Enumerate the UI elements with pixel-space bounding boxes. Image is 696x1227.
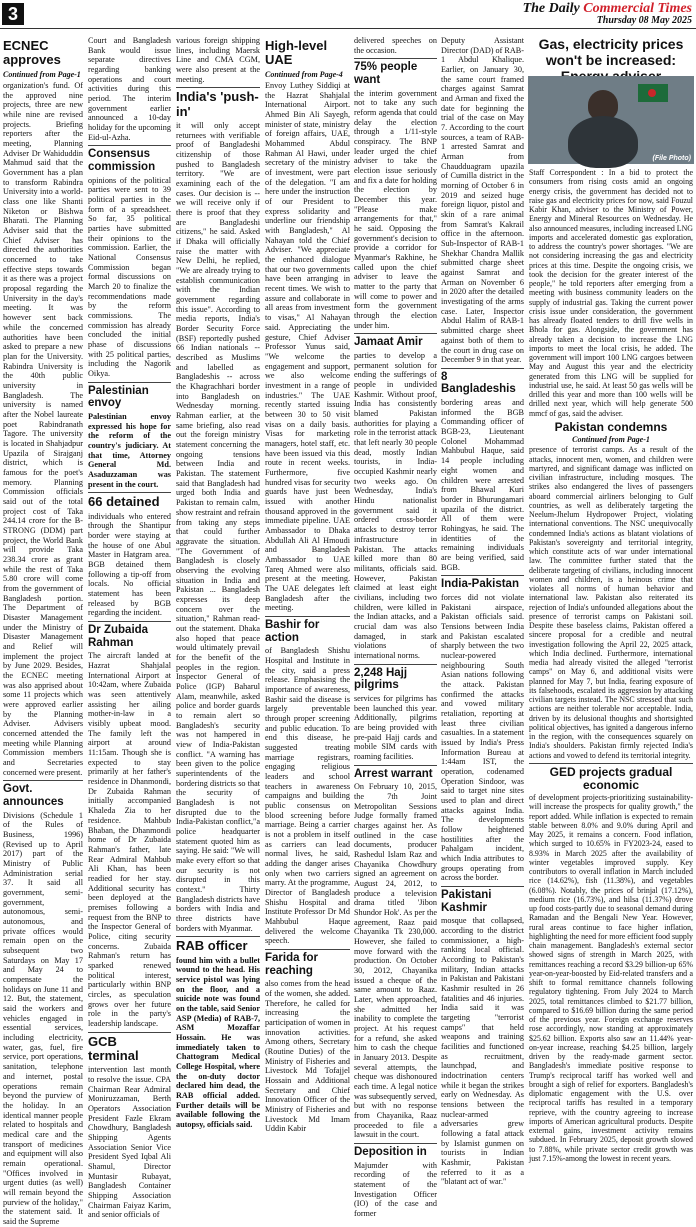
headline-75-percent: 75% people want	[354, 58, 437, 86]
article-body: found him with a bullet wound to the head. His service pistol was lying on the floor, and a suicide note was found on the table, said Senior ASP (Media) of RAB-7, ASM Mozaffar Hossain. He was immediately taken to Chattogram Medical College Hospital, where the on-duty doctor declared him dead, the RAB official added. Further details will be available following the autopsy, officials said.	[176, 955, 260, 1130]
right-column-body	[529, 168, 693, 1163]
headline-gas-electricity: Gas, electricity prices won't be increased:	[538, 36, 684, 69]
headline-push-in: India's 'push-in'	[176, 89, 259, 119]
headline-govt-announces: Govt. announces	[3, 780, 83, 808]
article-body: bordering areas and informed the BGB Commanding officer of BGB-23, Lieutenant Colonel Mohammad Mahbubul Haque, said 14 people including eight women and children were arrested from Bhawal Kuri border in Bhurungamari upazila of the district. All of them were Rohingyas, he said. The identities of the remaining individuals are being verified, said BGB.	[441, 398, 524, 572]
article-body: forces did not violate Pakistani airspace, Pakistan officials said. Tensions between India and Pakistan escalated sharply between the two nuclear-powered neighbouring South Asian nations following the attack. Pakistan confirmed the attacks and vowed military retaliation, reporting at least three civilian casualties. In a statement issued by India's Press Information Bureau at 1:44am IST, the operation, codenamed Operation Sindoor, was said to target nine sites used to plan and direct attacks against India. The developments follow heightened hostilities after the Pahalgam incident, which India attributes to groups operating from across the border.	[441, 592, 524, 883]
article-body: opinions of the political parties were sent to 39 political parties in the form of a spreadsheet. So far, 35 political parties have submitted their opinions to the commission. Earlier, the National Consensus Commission began formal discussions on March 20 to finalize the recommendations made by the reform commissions. The commission has already concluded the initial phase of discussions with 25 political parties, including the Nagorik Oikya.	[88, 175, 171, 379]
column-1	[3, 36, 83, 1226]
headline-bashir: Bashir for action	[265, 616, 350, 644]
column-5	[354, 36, 437, 1219]
article-body: the interim government not to take any such reform agenda that could delay the election through a 1/11-style conspiracy. The BNP leader urged the chief adviser to take the election issue seriously and fix a date for holding the election by December this year. "Please make arrangements for that," he said. Opposing the government's decision to provide a corridor for Myanmar's Rakhine, he called upon the chief adviser to leave the matter to the party that will come to power and form the government through the election under him.	[354, 88, 437, 330]
article-body: intervention last month to resolve the issue. CPA Chairman Rear Admiral Moniruzzaman, Berth Operators Association President Fazle Ekram Chowdhury, Bangladesh Shipping Agents Association Senior Vice President Syed Iqbal Ali Shamul, Director Muntasir Rubayat, Bangladesh Container Shipping Association Chairman Faiyaz Karim, and senior officials of	[88, 1065, 171, 1220]
headline-gcb: GCB terminal	[88, 1032, 171, 1064]
headline-farida: Farida for reaching	[265, 949, 350, 977]
continued-note: Continued from Page-1	[3, 69, 81, 79]
article-body: also comes from the head of the women, she added. Therefore, he called for increasing the participation of women in innovation activities. Among others, Secretary (Routine Duties) of the Ministry of Fisheries and Livestock Md Tofajjel Hossain and Additional Secretary and Chief Innovation Officer of the Ministry of Fisheries and Livestock Md Imam Uddin Kabir	[265, 979, 350, 1134]
headline-deposition: Deposition in	[354, 1143, 437, 1159]
article-body: parties to develop a permanent solution for ending the sufferings of people in undivided Kashmir. Without proof, India has consistently blamed Pakistan authorities for playing a role in the terrorist attack that left nearly 30 people dead, mostly Indian tourists, in India-occupied Kashmir nearly two weeks ago. On Wednesday, India's Hindu nationalist government said it ordered cross-border attacks to destroy terror infrastructure in Pakistan. The attacks killed more than 80 militants, officials said. However, Pakistan claimed at least eight civilians, including two children, were killed in the Indian attacks, and a crucial dam was also damaged, in stark violations of international norms.	[354, 351, 437, 660]
article-body: Palestinian envoy expressed his hope for the reform of the country's judiciary. At that time, Attorney General Md. Asaduzzaman was present in the court.	[88, 412, 171, 489]
article-body: On February 10, 2015, the 7th Joint Metropolitan Sessions Judge formally framed charges against her. As outlined in the case documents, producer Rashedul Islam Raz and Chayanika Chowdhury signed an agreement on August 24, 2012, to produce a television drama titled 'Jibon Shundor Hok'. As per the agreement, Raaz paid Chayanika Tk 230,000. However, she failed to move forward with the production. On October 30, 2012, Chayanika issued a cheque of the same amount to Raaz. Later, when approached, she admitted her inability to complete the project. At his request for a refund, she asked him to cash the cheque in January 2013. Despite several attempts, the cheque was dishonoured each time. A legal notice was subsequently served, but with no response from Chayanika, Raaz proceeded to file a lawsuit in the court.	[354, 782, 437, 1140]
column-6	[441, 36, 524, 1187]
headline-rab-officer: RAB officer	[176, 936, 260, 953]
headline-pakistani-kashmir: Pakistani Kashmir	[441, 886, 524, 914]
headline-pakistan-condemns: Pakistan condemns	[554, 419, 668, 434]
article-body: of Bangladesh Shishu Hospital and Institute in the city, said a press release. Emphasising the importance of awareness, Bashir said the disease is largely preventable through proper screening and public education. To end this disease, he suggested treating marriage registrars, engaging religious leaders and school teachers in awareness campaigns and building public consensus on blood screening before marriage. Being a carrier is not a problem in itself as carriers can lead normal lives, he said, adding the danger arises only when two carriers marry. At the programme, Director of Bangladesh Shishu Hospital and Institute Professor Dr Md Mahbubul Haque delivered the welcome speech.	[265, 646, 350, 946]
article-body: The aircraft landed at Hazrat Shahjalal International Airport at 10:42am, where Zubaida was seen attentively assisting her ailing mother-in-law in a visibly upbeat mood. The family left the airport at around 11:15am. Though she is expected to stay primarily at her father's residence in Dhanmondi, Dr Zubaida Rahman initially accompanied Khaleda Zia to her residence. Mahbub Bhaban, the Dhanmondi home of Dr Zubaida Rahman's father, late Rear Admiral Mahbub Ali Khan, has been readied for her stay. Additional security has been deployed at the premises following a request from the BNP to the Inspector General of Police, citing security concerns. Zubaida Rahman's return has sparked renewed political interest, particularly within BNP circles, as speculation grows over her future role in the party's leadership landscape.	[88, 651, 171, 1028]
article-body: Majumder with recording of the statement of the Investigation Officer (IO) of the case and former	[354, 1160, 437, 1219]
paper-name-brand: Commercial Times	[583, 1, 692, 16]
article-body: delivered speeches on the occasion.	[354, 36, 437, 55]
continued-note: Continued from Page-4	[265, 69, 343, 79]
continued-note: Continued from Page-1	[572, 434, 650, 444]
article-body: Deputy Assistant Director (DAD) of RAB-1 Abdul Khalique. Earlier, on January 30, the same court framed charges against Samrat and Arman and fixed the date for beginning the trial of the case on May 7. According to the court sources, a team of RAB-1 arrested Samrat and Arman from Chaudduagram upazila of Cumilla district in the morning of October 6 in 2019 and seized huge foreign liquor, pistol and skin of a rare animal from Samrat's Kakrail office in the afternoon. Sub-Inspector of RAB-1 Shekhar Chandra Mallik submitted charge sheet against Samrat and Arman on November 6 in 2020 after the detailed investigating of the arms case. Later, Inspector Abdul Halim of RAB-1 submitted charge sheet against both of them to the court in drug case on December 9 in that year.	[441, 36, 524, 365]
headline-zubaida: Dr Zubaida Rahman	[88, 621, 171, 649]
photo-credit: (File Photo)	[652, 155, 691, 162]
headline-uae: High-level UAE	[265, 38, 328, 68]
headline-palestinian-envoy: Palestinian envoy	[88, 382, 171, 410]
article-body: Divisions (Schedule 1 of the Rules of Business, 1996) (Revised up to April 2017) part of the Ministry of Public Administration serial 37. It said all government, semi-government, autonomous, semi-autonomous, and private offices would remain open on the subsequent two Saturdays on May 17 and May 24 to compensate the holidays on June 11 and 12. But, the statement, said the workers and vehicles engaged in essential services, including electricity, water, gas, fuel, fire service, port operations, sanitation, telephone and internet, postal operations remain beyond the purview of the holiday. In an identical manner people related to hospitals and medical care and the transport of medicines and equipment will also remain operational. "Offices involved in urgent duties (as well) will remain beyond the purview of the holiday," the statement said. It said the Supreme	[3, 810, 83, 1226]
news-photo	[528, 76, 694, 164]
column-4	[265, 36, 350, 1134]
article-body: mosque that collapsed, according to the district commissioner, a high-ranking local official. According to Pakistan's military, Indian attacks in Pakistan and Pakistani Kashmir resulted in 26 fatalities and 46 injuries. India said it was targeting "terrorist camps" that held weapons and training facilities and functioned as recruitment, launchpad, and indoctrination centers while it began the strikes early on Wednesday. As tensions between the nuclear-armed adversaries grew following a fatal attack by Islamist gunmen on tourists in Indian Kashmir, Pakistan referred to it as a "blatant act of war."	[441, 916, 524, 1187]
article-body: services for pilgrims has been launched this year. Additionally, pilgrims are being provided with pre-paid Hajj cards and mobile SIM cards with roaming facilities.	[354, 693, 437, 761]
article-body: individuals who entered through the Shantipur border were staying at the house of one Abul Master in Hatgram area. BGB detained them following a tip-off from locals. No official statement has been released by BGB regarding the incident.	[88, 511, 171, 618]
article-body: Staff Correspondent : In a bid to protect the consumers from rising costs amid an ongoing energy crisis, the government has decided not to raise gas and electricity prices for now, said Fouzul Kabir Khan, adviser to the Ministry of Power, Energy and Mineral Resources on Wednesday. He also announced measures, including increased LNG imports and accelerated domestic gas exploration, to address the country's power shortages. "We are not considering increasing the gas and electricity prices at this time. Despite the ongoing crisis, we took the decision for the greater interest of the people," he told reporters after emerging from a meeting with business community leaders on the supply of industrial gas. Taking the current power crisis issue under consideration, the government has already floated tenders to drill five wells in Bhola for gas. Alongside, the government has already taken a decision to increase the LNG imports to meet the local crisis, he added. The government will import 100 LNG cargoes between May and August this year and the electricity generated from this LNG will be supplied for industrial use, he said. At least 50 gas wells will be drilled this year and more than 100 wells will be drilled next year, which will help generate 500 mmcf of gas, said the adviser.	[529, 168, 693, 418]
headline-hajj: 2,248 Hajj pilgrims	[354, 664, 437, 692]
article-body: organization's fund. Of the approved nine projects, three are new while nine are revised projects. Briefing reporters after the meeting, Planning Adviser Dr Wahiduddin Mahmud said that the Government has a plan to transform Rabindra University into a world-class one like Shanti Niketon or Bishwa Bharati. The Planning Adviser said that the Chief Adviser has directed the authorities concerned to take effective steps towards it as there was a project proposal regarding the University in the day's meeting. It was however sent back while the concerned authorities have been asked to prepare a new plan for the University. Rabindra University is the 40th public university in Bangladesh. The university is named after the Nobel laureate poet Rabindranath Tagore. The university is located in Shahjadpur Upazila of Sirajganj district, which is famous for the poet's memory. Planning Commission officials said out of the total project cost of Taka 244.14 crore for the B-STRONG (DDM) part project, the World Bank will provide Taka 238.34 crore as grant while the rest of Taka 5.80 crore will come from the government of Bangladesh portion. The Department of Disaster Management under the Ministry of Disaster Management and Relief will implement the project by June 2029. Besides, the ECNEC meeting was also apprised about some 11 projects which were approved earlier by the Planning Adviser. Advisers concerned attended the meeting while Planning Commission members and Secretaries concerned were present.	[3, 81, 83, 777]
article-body: various foreign shipping lines, including Maersk Line and CMA CGM, were also present at the meeting.	[176, 36, 260, 84]
article-body: of development projects-prioritizing sustainability-will increase the prospects for quality growth," the report added. While inflation is expected to remain stable between 8.0% and 9.0% during April and May 2025, it remains a concern. Food inflation, which surged to 10.65% in FY2023-24, eased to 8.93% in March 2025 after the availability of winter vegetables improved supply. Key contributors to overall inflation in March included rice (14.62%), fish (11.38%), and vegetables (6.08%). Notably, the prices of brinjal (17.12%), medium rice (16.73%), and hilsa (11.37%) drove up food costs-partly due to seasonal demand during Ramadan and the Bengali New Year. However, rural areas continue to face higher inflation, highlighting the need for more efficient food supply chain management. Bangladesh's external sector showed signs of strength in March 2025, with remittances reaching a record $3.29 billion-up 65% year-on-year-boosted by Eid-related transfers and a shift to formal remittance channels following regulatory tightening. From July 2024 to March 2025, total remittances climbed to $21.77 billion, compared to $16.69 billion during the same period of the previous year. Foreign exchange reserves rose accordingly, now standing at approximately $25.62 billion. Exports also saw an 11.44% year-on-year increase, reaching $4.25 billion, largely driven by the ready-made garment sector. Bangladesh's immediate positive response to Trump's reciprocal tariff has worked well and brought a sigh of relief for exporters. Bangladesh's diplomatic engagement with the U.S. over reciprocal tariffs has resulted in a temporary reprieve, with the country agreeing to increase imports of American agricultural products. Despite external gains, investment activity remains subdued. In February 2025, deposit growth slowed to 7.88%, while private sector credit growth was just 7.15%-among the lowest in recent years.	[529, 793, 693, 1163]
headline-consensus: Consensus commission	[88, 145, 171, 173]
masthead	[0, 0, 696, 29]
paper-name-prefix: The Daily	[522, 1, 584, 16]
headline-india-pakistan: India-Pakistan	[441, 575, 524, 591]
headline-ged: GED projects gradual economic	[529, 763, 693, 792]
headline-jamaat: Jamaat Amir	[354, 333, 437, 349]
article-body: it will only accept returnees with verifiable proof of Bangladeshi citizenship of those pushed to Bangladesh territory. "We are examining each of the cases. Our decision is -- we will receive only if there is proof that they are Bangladeshi citizens," he said. Asked if Dhaka will officially raise the matter with New Delhi, he replied, "We are already trying to establish communication with the Indian government regarding this issue". According to media reports, India's Border Security Force (BSF) reportedly pushed 66 Indian nationals -- described as Muslims and labelled as Bangladeshis -- across the Khagrachhari border into Bangladesh on Wednesday morning. Rahman earlier, at the same briefing, also read out the foreign ministry statement concerning the ongoing tensions between India and Pakistan. The statement said that Bangladesh had urged both India and Pakistan to remain calm, show restraint and refrain from taking any steps that could further aggravate the situation. "The Government of Bangladesh is closely observing the evolving situation in India and Pakistan ... Bangladesh expresses its deep concern over the situation," Rahman read-out the statement. Dhaka also hoped that peace would ultimately prevail for the benefit of the peoples in the region. Inspector General of Police (IGP) Baharul Alam, meanwhile, asked police and border guards to remain alert so Bangladesh's security was not hampered in view of India-Pakistan conflict. "A warning has been given to the police superintendents of the bordering districts so that the security of Bangladesh is not disrupted due to the India-Pakistan conflict,"a police headquarter statement quoted him as saying. He said: "We will make every effort so that our security is not disrupted in this context." Thirty Bangladesh districts have borders with India and three districts have borders with Myanmar.	[176, 120, 260, 933]
article-body: presence of terrorist camps. As a result of the attacks, innocent men, women, and children were martyred, and significant damage was inflicted on civilian infrastructure, including mosques. The strikes also endangered the lives of passengers aboard commercial airliners belonging to Gulf countries, as well as deliberately targeting the Neelum-Jhelum Hydropower Project, violating international conventions. The NSC unequivocally condemned India's actions as blatant violations of Pakistan's sovereignty and territorial integrity, which constitute acts of war under international law. The committee further stated that the deliberate targeting of civilians, including innocent women and children, is a heinous crime that violates all norms of human behavior and international law. Pakistan also reiterated its rejection of India's unfounded allegations about the presence of terrorist camps on Pakistani soil. Despite these baseless claims, Pakistan offered a sincere proposal for a credible and neutral investigation following the April 22, 2025 attack, which India declined. Furthermore, international media had already visited the alleged "terrorist camps" on May 6, and additional visits were planned for May 7, but India, fearing exposure of its falsehoods, escalated its aggression by attacking civilian targets instead. The NSC stressed that such actions are neither tolerable nor acceptable. India, driven by its delusional thoughts and shortsighted political objectives, has ignited a dangerous inferno in the region, with the consequences squarely on India's shoulders. Pakistan firmly rejected India's actions and vowed to defend its territorial integrity.	[529, 445, 693, 760]
page-number: 3	[2, 3, 24, 25]
flag-graphic	[638, 84, 668, 102]
headline-ecnec: ECNEC approves	[3, 38, 61, 68]
article-body: Court and Bangladesh Bank would issue separate directives regarding banking operations and court activities during this period. The interim government earlier announced a 10-day holiday for the upcoming Eid-ul-Azha.	[88, 36, 171, 142]
headline-66-detained: 66 detained	[88, 492, 171, 509]
headline-arrest-warrant: Arrest warrant	[354, 765, 437, 781]
article-body: Envoy Luthey Siddiqi at the Hazrat Shahjalal International Airport. Ahmed Bin Ali Sayegh, minister of state, ministry of foreign affairs, UAE, Mohammed Abdul Rahman Al Hawi, under secretary of the ministry of investment, were part of the delegation. "I am here under the instruction of our President to express solidarity and underline our friendship with Bangladesh," Al Nahayan told the Chief Adviser. "We appreciate the enhanced dialogue that our two governments have been arranging in recent times. We wish to assure and collaborate in all areas from investment to visas," Al Nahayan said. Appreciating the gesture, Chief Adviser Professor Yunus said, "We welcome the engagement and support, we also welcome investment in a range of industries." The UAE recently started issuing between 30 to 50 visit visas on a daily basis. Visas for marketing managers, hotel staff, etc. have been issued via this route in recent weeks. Furthermore, five hundred visas for security guards have just been issued with another thousand approved in the immediate pipeline. UAE Ambassador to Dhaka Abdullah Ali Al Hmoudi and Bangladesh Ambassador to UAE Tareq Ahmed were also present at the meeting. The UAE delegates left Bangladesh after the meeting.	[265, 81, 350, 613]
column-2	[88, 36, 171, 1220]
issue-date: Thursday 08 May 2025	[596, 15, 692, 26]
person-body	[568, 116, 638, 168]
headline-8-bangladeshis: 8 Bangladeshis	[441, 368, 524, 396]
column-3	[176, 36, 260, 1130]
